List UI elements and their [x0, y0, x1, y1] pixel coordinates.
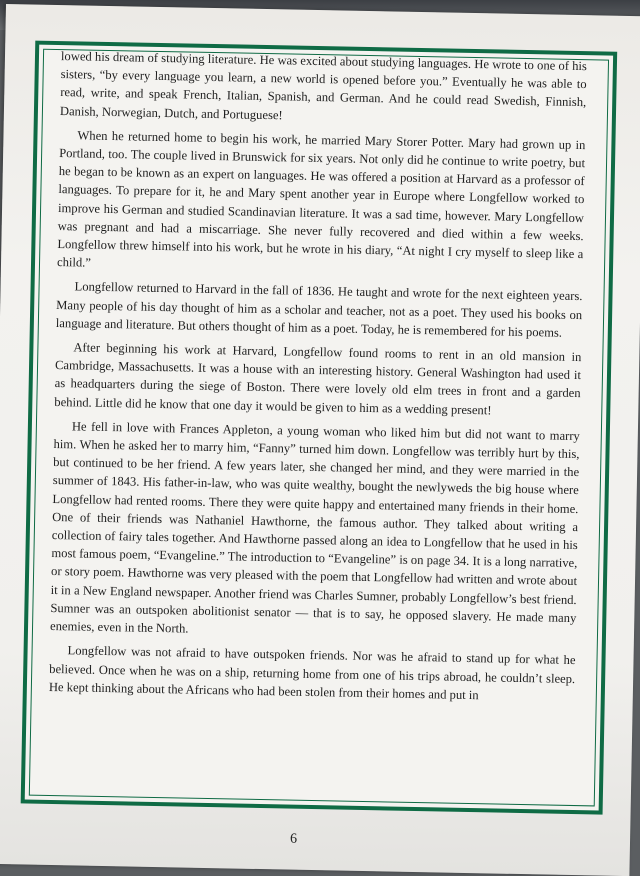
book-page: [0, 4, 640, 876]
paragraph: After beginning his work at Harvard, Longfellow found rooms to rent in an old mansion in Cambridge, Massachusetts. It was a house with an interesting history. General Washington had used it as headquarters during the siege of Boston. There were lovely old elm trees in front and a garden behind. Little did he know that one day it would be given to him as a wedding present!: [54, 340, 582, 418]
paragraph: He fell in love with Frances Appleton, a young woman who liked him but did not want to marry him. When he asked her to marry him, “Fanny” turned him down. Longfellow was terribly hurt by this, but continued to be her friend. A few years later, she changed her mind, and they were married in the summer of 1843. His father-in-law, who was quite wealthy, bought the newlyweds the big house where Longfellow had rented rooms. There they were quite happy and entertained many friends in their home. One of their friends was Nathaniel Hawthorne, the famous author. They talked about writing a collection of fairy tales together. And Hawthorne passed along an idea to Longfellow that he used in his most famous poem, “Evangeline.” The introduction to “Evangeline” is on page 34. It is a long narrative, or story poem. Hawthorne was very pleased with the poem that Longfellow had written and wrote about it in a New England newspaper. Another friend was Charles Sumner, probably Longfellow’s best friend. Sumner was an outspoken abolitionist senator — that is to say, he opposed slavery. He made many enemies, even in the North.: [49, 419, 580, 636]
body-text: [49, 47, 587, 712]
paragraph: Longfellow returned to Harvard in the fall of 1836. He taught and wrote for the next eighteen years. Many people of his day thought of him as a scholar and teacher, not as a poet. They used his books on language and literature. But others thought of him as a poet. Today, he is remembered for his poems.: [55, 279, 583, 340]
paragraph: Longfellow was not afraid to have outspoken friends. Nor was he afraid to stand up for what he believed. Once when he was on a ship, returning home from one of his trips abroad, he couldn’t sleep. He kept thinking about the Africans who had been stolen from their homes and put in: [48, 643, 576, 702]
green-border-frame: [21, 41, 618, 815]
paragraph: When he returned home to begin his work, he married Mary Storer Potter. Mary had grown up in Portland, too. The couple lived in Brunswick for six years. Not only did he continue to write poetry, but he began to be known as an expert on languages. He was offered a position at Harvard as a professor of languages. To prepare for it, he and Mary spent another year in Europe where Longfellow worked to improve his German and studied Scandinavian literature. It was a sad time, however. Mary Longfellow was pregnant and had a miscarriage. She never fully recovered and died within a few weeks. Longfellow threw himself into his work, but he wrote in his diary, “At night I cry myself to sleep like a child.”: [56, 128, 586, 270]
paragraph: lowed his dream of studying literature. He was excited about studying languages. He wrote to one of his sisters, “by every language you learn, a new world is opened before you.” Eventually he was able to read, write, and speak French, Italian, Spanish, and German. And he could read Swedish, Finnish, Danish, Norwegian, Dutch, and Portuguese!: [59, 49, 588, 122]
page-number: 6: [289, 831, 298, 847]
